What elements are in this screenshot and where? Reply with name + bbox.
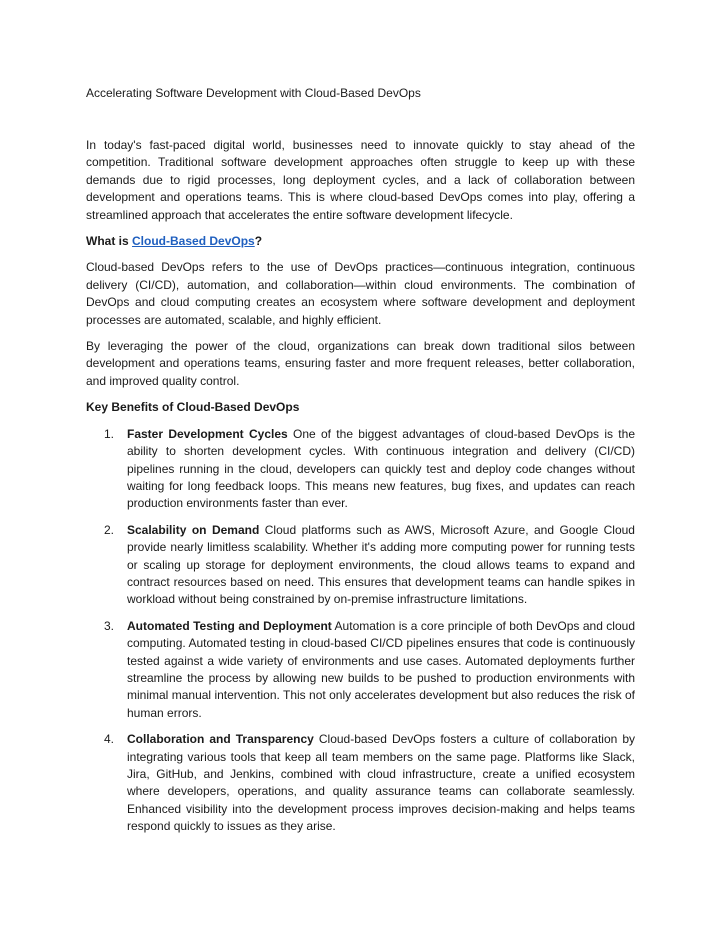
cloud-based-devops-link[interactable]: Cloud-Based DevOps [132, 234, 255, 249]
benefits-heading: Key Benefits of Cloud-Based DevOps [86, 400, 300, 415]
document-title: Accelerating Software Development with Cloud-Based DevOps [86, 86, 421, 100]
benefit-title: Scalability on Demand [127, 522, 260, 537]
intro-paragraph: In today's fast-paced digital world, businesses need to innovate quickly to stay ahead of the competition. Traditional software development approaches often struggle to keep up with these demands due to rigid processes, long deployment cycles, and a lack of collaboration between development and operations teams. This is where cloud-based DevOps comes into play, offering a streamlined approach that accelerates the entire software development lifecycle. [86, 138, 635, 222]
benefits-list [86, 426, 635, 836]
benefit-title: Automated Testing and Deployment [127, 618, 332, 633]
benefit-text: Cloud-based DevOps fosters a culture of collaboration by integrating various tools that keep all team members on the same page. Platforms like Slack, Jira, GitHub, and Jenkins, combined with cloud infrastructure, create a unified ecosystem where developers, operations, and quality assurance teams can collaborate seamlessly. Enhanced visibility into the development process improves decision-making and helps teams respond quickly to issues as they arise. [127, 732, 636, 834]
definition-paragraph: Cloud-based DevOps refers to the use of DevOps practices—continuous integration, continuous delivery (CI/CD), automation, and collaboration—within cloud environments. The combination of DevOps and cloud computing creates an ecosystem where software development and deployment processes are automated, scalable, and highly efficient. [86, 260, 635, 327]
what-is-heading [86, 233, 635, 250]
benefit-title: Collaboration and Transparency [127, 732, 314, 747]
benefit-title: Faster Development Cycles [127, 426, 288, 441]
list-item [86, 731, 635, 835]
what-is-suffix: ? [254, 234, 263, 249]
document-body [86, 137, 635, 845]
list-item [86, 426, 635, 513]
list-item [86, 618, 635, 722]
benefit-text: Automation is a core principle of both DevOps and cloud computing. Automated testing in cloud-based CI/CD pipelines ensures that code is continuously tested against a wide variety of environments and use cases. Automated deployments further streamline the process by allowing new builds to be pushed to production environments with minimal manual intervention. This not only accelerates development but also reduces the risk of human errors. [127, 618, 635, 720]
list-number: 4. [104, 732, 115, 747]
list-number: 3. [104, 618, 115, 633]
list-number: 2. [104, 522, 115, 537]
leveraging-paragraph: By leveraging the power of the cloud, organizations can break down traditional silos between development and operations teams, ensuring faster and more frequent releases, better collaboration, and improved quality control. [86, 339, 635, 388]
benefit-text: One of the biggest advantages of cloud-based DevOps is the ability to shorten development cycles. With continuous integration and delivery (CI/CD) pipelines running in the cloud, developers can quickly test and deploy code changes without waiting for long feedback loops. This means new features, bug fixes, and updates can reach production environments faster than ever. [127, 426, 635, 511]
benefit-text: Cloud platforms such as AWS, Microsoft Azure, and Google Cloud provide nearly limitless scalability. Whether it's adding more computing power for running tests or scaling up storage for deployment environments, the cloud allows teams to expand and contract resources based on need. This ensures that development teams can handle spikes in workload without being constrained by on-premise infrastructure limitations. [127, 522, 635, 607]
what-is-prefix: What is [86, 234, 133, 249]
list-number: 1. [104, 426, 115, 441]
list-item [86, 522, 635, 609]
